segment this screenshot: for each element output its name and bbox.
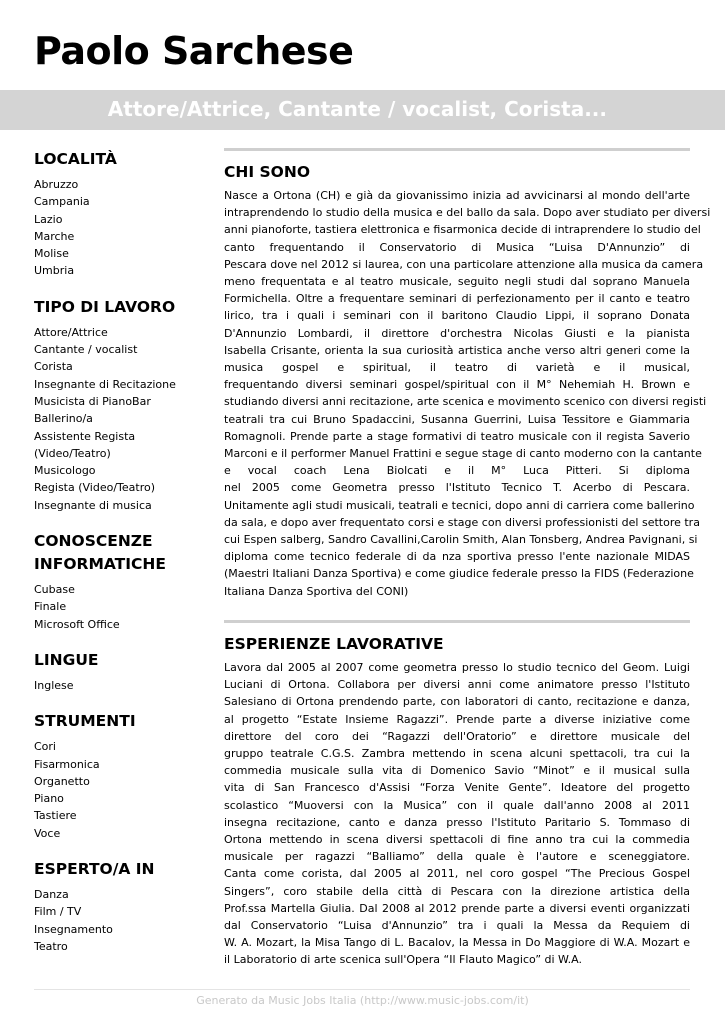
text-line: Lavora dal 2005 al 2007 come geometra presso lo studio tecnico del Geom. Luigi [224, 661, 690, 674]
list-item: Inglese [34, 678, 74, 692]
text-line: commedia musicale sulla vita di Domenico Savio “Minot” e il musical sulla [224, 764, 690, 778]
text-line: studiando diversi anni recitazione, arte scenica e movimento scenico con diversi registi [224, 395, 707, 409]
footer-link[interactable]: Generato da Music Jobs Italia (http://www.music-jobs.com/it) [196, 994, 529, 1007]
sidebar-section-title: CONOSCENZE INFORMATICHE [34, 532, 166, 574]
list-item: Teatro [34, 939, 68, 953]
list-item: Musicologo [34, 464, 96, 478]
text-line: teatrali tra cui Bruno Spadaccini, Susanna Guerrini, Luisa Tessitore e Giammaria [224, 412, 690, 426]
list-item: Voce [34, 826, 61, 840]
list-item: Umbria [34, 264, 75, 278]
text-line: vita di San Francesco d'Assisi “Forza Venite Gente”. Ideatore del progetto [224, 781, 690, 795]
candidate-name: Paolo Sarchese [34, 29, 354, 73]
list-item: Finale [34, 600, 67, 614]
text-line: Isabella Crisante, orienta la sua curiosità artistica anche verso altri generi come la [224, 343, 690, 357]
text-line: Nasce a Ortona (CH) e già da giovanissimo inizia ad avvicinarsi al mondo dell'arte [224, 189, 690, 202]
text-line: Marconi e il performer Manuel Frattini e segue stage di canto moderno con la cantante [224, 447, 702, 461]
sidebar-section-title: ESPERTO/A IN [34, 860, 155, 879]
text-line: Canta come corista, dal 2005 al 2011, nel coro gospel “The Precious Gospel [224, 867, 690, 881]
list-item: Microsoft Office [34, 617, 120, 631]
chi-sono-section [224, 148, 711, 600]
list-item: Regista (Video/Teatro) [34, 481, 156, 495]
text-line: canto frequentando il Conservatorio di Musica “Luisa D'Annunzio” di [224, 240, 690, 254]
list-item: Musicista di PianoBar [34, 394, 151, 408]
list-item: Molise [34, 247, 69, 261]
list-item: Insegnante di Recitazione [34, 377, 176, 391]
text-line: frequentando diversi seminari gospel/spiritual con il M° Nehemiah H. Brown e [224, 378, 690, 392]
sidebar [34, 148, 209, 971]
sidebar-section-title: LOCALITÀ [34, 150, 117, 168]
sidebar-section [34, 649, 209, 694]
sidebar-section [34, 148, 209, 280]
text-line: D'Annunzio Lombardi, il direttore d'orchestra Nicolas Giusti e la pianista [224, 326, 690, 340]
list-item: Cori [34, 740, 56, 754]
sidebar-section [34, 296, 209, 514]
text-line: gruppo teatrale C.G.S. Zambra mettendo in scena alcuni spettacoli, tra cui la [224, 747, 690, 761]
text-line: dal Conservatorio “Luisa d'Annunzio” tra i quali la Messa da Requiem di [224, 919, 690, 933]
text-line: Formichella. Oltre a frequentare seminari di perfezionamento per il canto e teatro [224, 292, 690, 306]
text-line: al progetto “Estate Insieme Ragazzi”. Prende parte a diverse iniziative come [224, 712, 690, 726]
list-item: Lazio [34, 212, 63, 226]
esperienze-title: ESPERIENZE LAVORATIVE [224, 635, 444, 653]
sidebar-list [34, 176, 209, 280]
text-line: musicale per ragazzi “Balliamo” della quale è l'autore e sceneggiatore. [224, 850, 690, 864]
list-item: Marche [34, 229, 75, 243]
sidebar-section-title: TIPO DI LAVORO [34, 297, 176, 316]
list-item: Cantante / vocalist [34, 343, 138, 357]
text-line: W. A. Mozart, la Misa Tango di L. Bacalov, la Messa in Do Maggiore di W.A. Mozart e [224, 936, 690, 950]
text-line: musica gospel e spiritual, il teatro di varietà e il musical, [224, 361, 690, 375]
list-item: Cubase [34, 583, 75, 597]
chi-sono-title: CHI SONO [224, 163, 310, 181]
footer-divider [34, 989, 690, 990]
list-item: (Video/Teatro) [34, 446, 111, 460]
sidebar-list [34, 677, 209, 694]
text-line: scolastico “Muoversi con la Musica” con il quale dall'anno 2008 al 2011 [224, 798, 690, 812]
list-item: Film / TV [34, 905, 82, 919]
text-line: il Laboratorio di arte scenica sull'Opera “Il Flauto Magico” di W.A. [224, 953, 582, 967]
sidebar-section [34, 858, 209, 955]
text-line: Salesiano di Ortona prendendo parte, con laboratori di canto, recitazione e danza, [224, 695, 690, 709]
text-line: lirico, tra i quali i seminari con il baritono Claudio Lippi, il soprano Donata [224, 309, 690, 323]
list-item: Organetto [34, 774, 90, 788]
list-item: Campania [34, 195, 90, 209]
section-divider [224, 620, 690, 623]
text-line: Unitamente agli studi musicali, teatrali e tecnici, dopo anni di carriera come ballerino [224, 498, 695, 512]
text-line: anni pianoforte, tastiera elettronica e fisarmonica decide di intraprendere lo studio del [224, 223, 701, 237]
sidebar-section [34, 530, 209, 633]
text-line: Luciani di Ortona. Collabora per diversi anni come animatore presso l'Istituto [224, 678, 690, 692]
text-line: insegna recitazione, canto e danza presso l'Istituto Paritario S. Tommaso di [224, 815, 690, 829]
text-line: Singers”, coro stabile della città di Pescara con la direzione artistica della [224, 884, 690, 898]
text-line: diploma come tecnico federale di da nza sportiva presso l'ente nazionale MIDAS [224, 550, 690, 564]
chi-sono-text [224, 187, 711, 600]
list-item: Assistente Regista [34, 429, 136, 443]
list-item: Piano [34, 792, 64, 806]
text-line: cui Espen salberg, Sandro Cavallini,Carolin Smith, Alan Tonsberg, Andrea Pavignani, si [224, 533, 698, 547]
list-item: Fisarmonica [34, 757, 100, 771]
text-line: (Maestri Italiani Danza Sportiva) e come giudice federale presso la FIDS (Federazione [224, 567, 694, 581]
list-item: Attore/Attrice [34, 325, 108, 339]
sidebar-list [34, 886, 209, 955]
list-item: Corista [34, 360, 73, 374]
sidebar-list [34, 738, 209, 842]
text-line: Ortona mettendo in scena diversi spettacoli di fine anno tra cui la commedia [224, 833, 690, 847]
text-line: intraprendendo lo studio della musica e del ballo da sala. Dopo aver studiato per diversi [224, 206, 711, 220]
roles-banner [0, 90, 725, 130]
sidebar-section [34, 710, 209, 842]
text-line: Romagnoli. Prende parte a stage formativi di teatro musicale con il regista Saverio [224, 429, 690, 443]
esperienze-section [224, 620, 690, 969]
section-divider [224, 148, 690, 151]
text-line: e vocal coach Lena Biolcati e il M° Luca Pitteri. Si diploma [224, 464, 690, 478]
sidebar-section-title: STRUMENTI [34, 712, 136, 731]
text-line: nel 2005 come Geometra presso l'Istituto Tecnico T. Acerbo di Pescara. [224, 481, 690, 495]
text-line: Italiana Danza Sportiva del CONI) [224, 584, 409, 598]
list-item: Ballerino/a [34, 412, 93, 426]
sidebar-list [34, 581, 209, 633]
list-item: Danza [34, 888, 69, 902]
sidebar-list [34, 324, 209, 514]
text-line: Pescara dove nel 2012 si laurea, con una particolare attenzione alla musica da camera [224, 257, 704, 271]
text-line: direttore del coro dei “Ragazzi dell'Oratorio” e direttore musicale del [224, 729, 690, 743]
sidebar-section-title: LINGUE [34, 650, 99, 669]
roles-text: Attore/Attrice, Cantante / vocalist, Corista... [107, 97, 607, 121]
text-line: meno frequentata e al teatro musicale, seguito negli studi dal soprano Manuela [224, 275, 690, 289]
list-item: Tastiere [34, 809, 77, 823]
text-line: da sala, e dopo aver frequentato corsi e stage con diversi professionisti del settore tra [224, 515, 700, 529]
list-item: Insegnamento [34, 922, 113, 936]
list-item: Insegnante di musica [34, 498, 152, 512]
list-item: Abruzzo [34, 178, 79, 191]
text-line: Prof.ssa Martella Giulia. Dal 2008 al 2012 prende parte a diversi eventi organizzati [224, 901, 690, 915]
esperienze-text [224, 659, 690, 969]
